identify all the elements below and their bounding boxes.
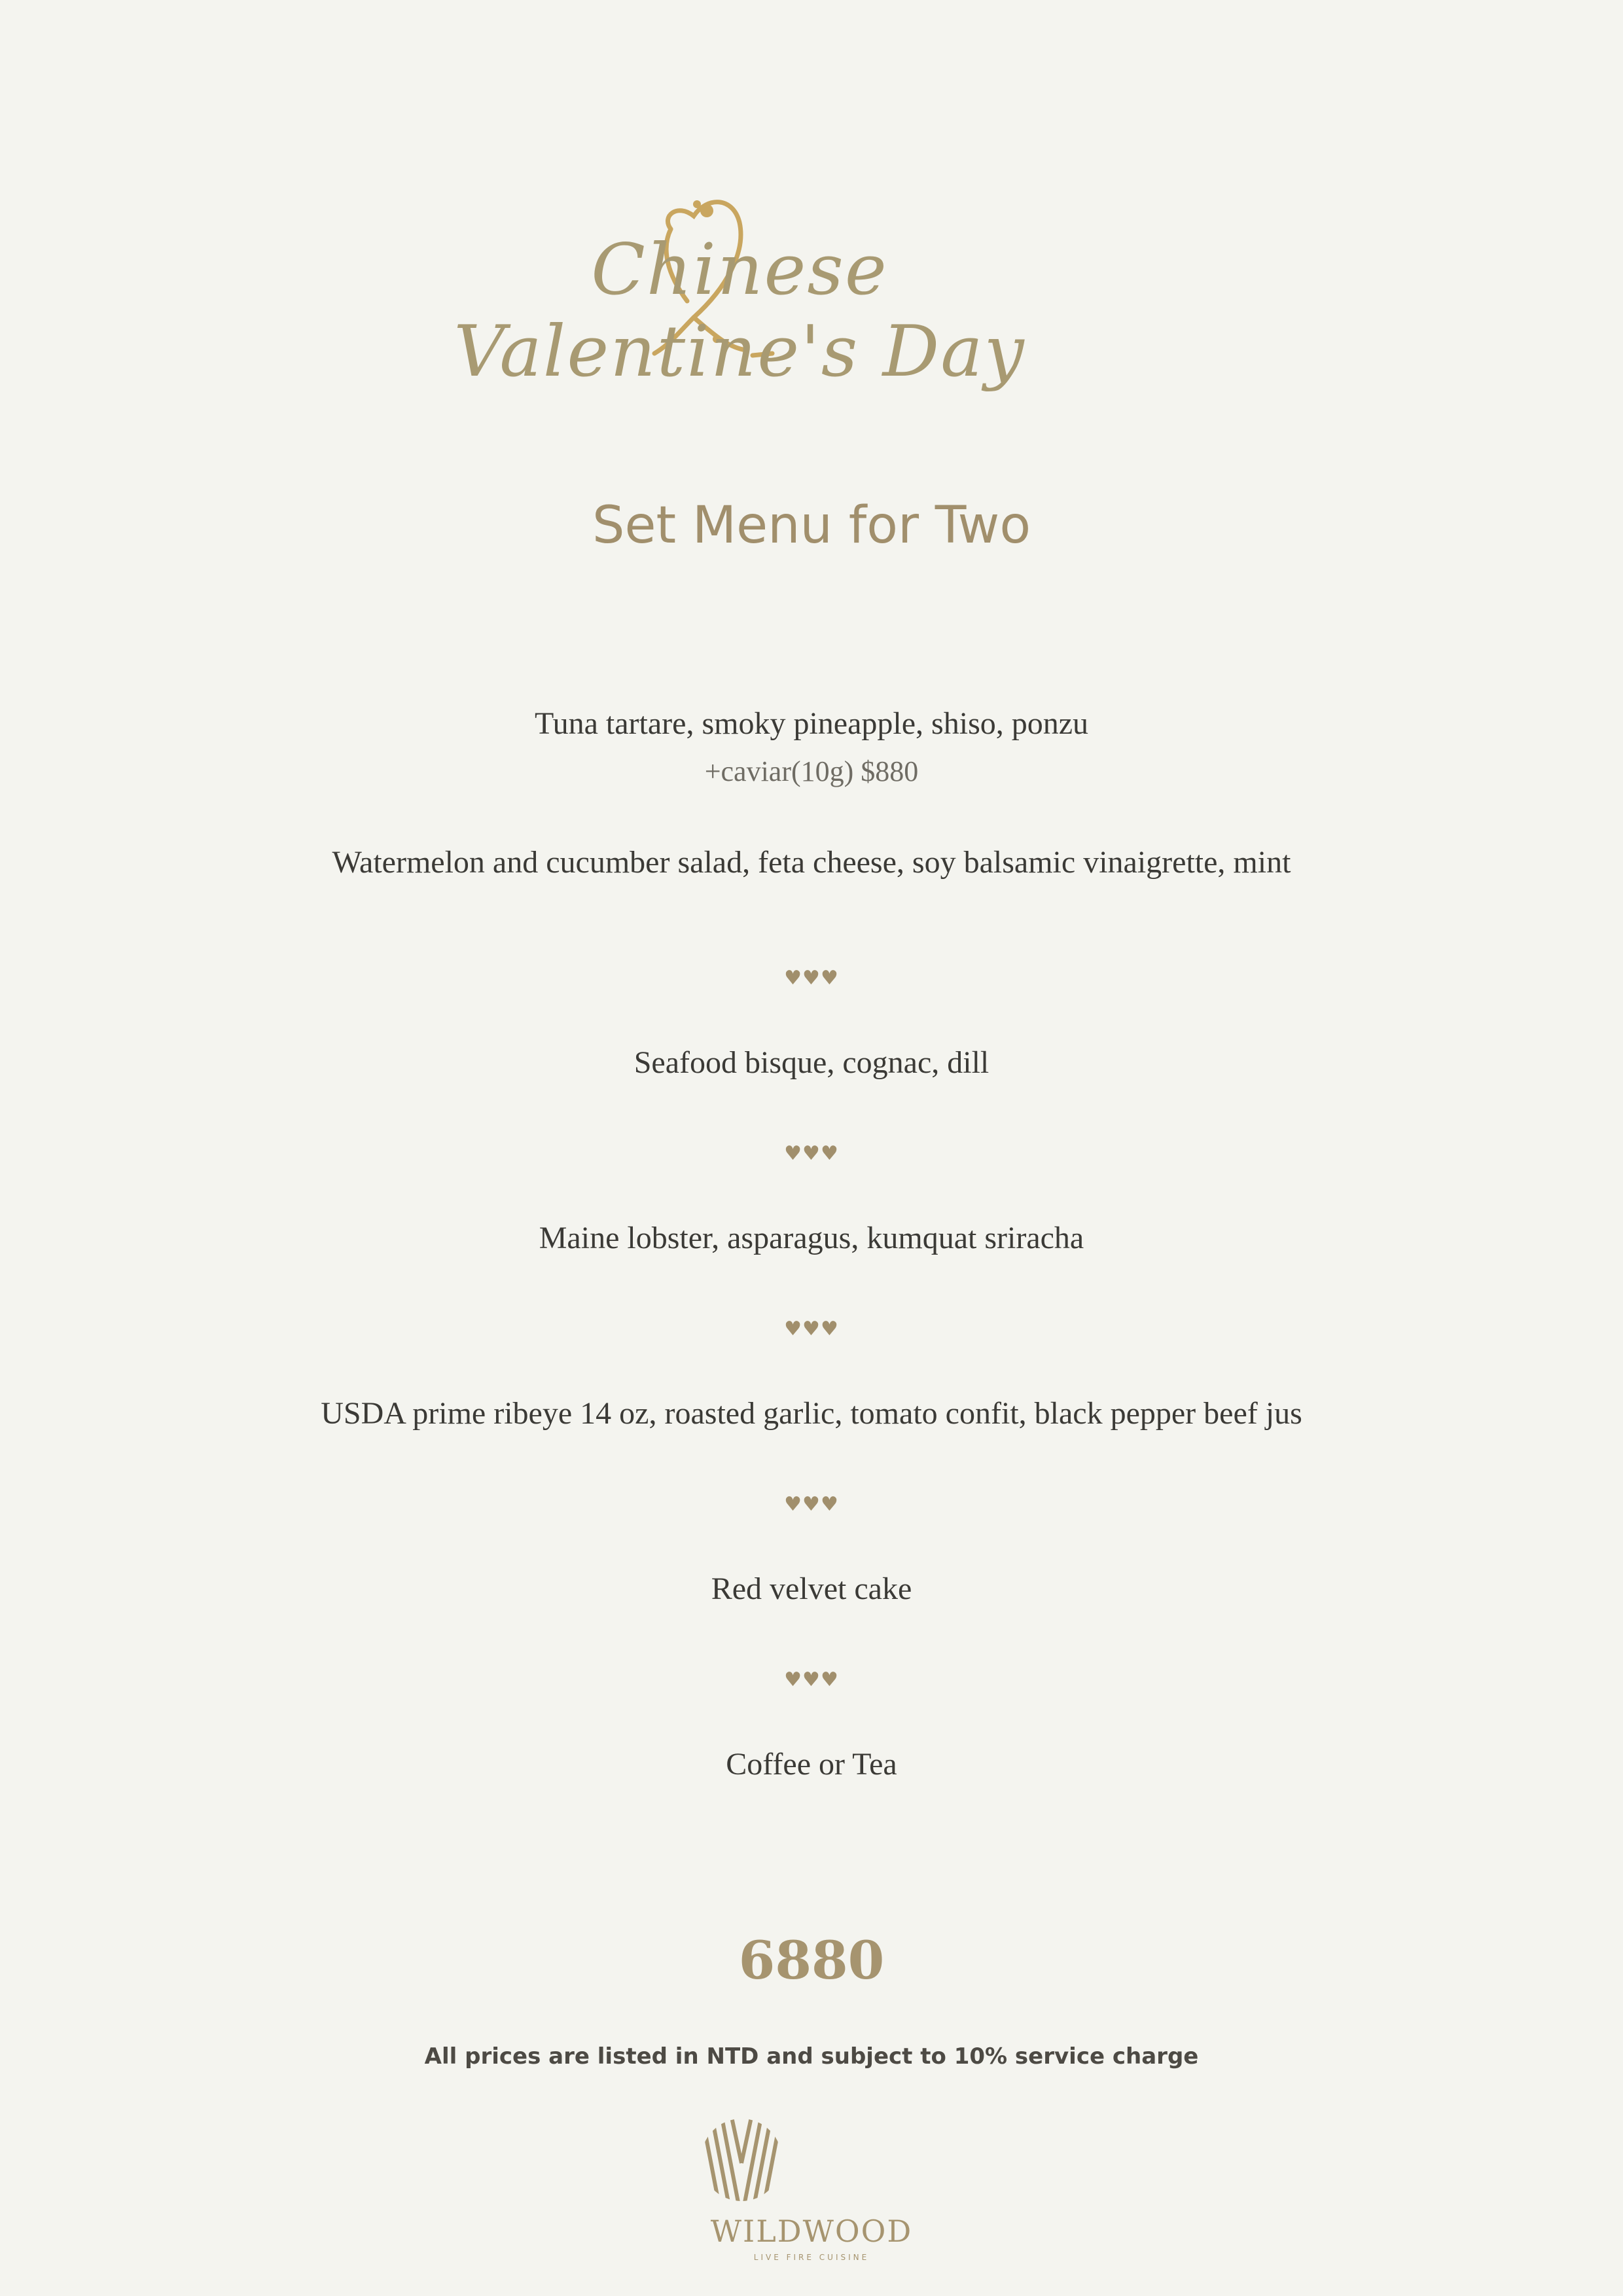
caviar-addon: +caviar(10g) $880 xyxy=(704,755,919,787)
heart-separator: ♥♥♥ xyxy=(784,1493,839,1516)
course-maine-lobster: Maine lobster, asparagus, kumquat sriracha xyxy=(539,1221,1084,1255)
brand-tagline: LIVE FIRE CUISINE xyxy=(753,2253,870,2262)
course-watermelon-salad: Watermelon and cucumber salad, feta cheese, soy balsamic vinaigrette, mint xyxy=(332,845,1291,880)
title-block xyxy=(419,190,1060,393)
heart-separator: ♥♥♥ xyxy=(784,1318,839,1340)
heart-separator: ♥♥♥ xyxy=(784,967,839,990)
set-price: 6880 xyxy=(738,1929,885,1991)
course-coffee-or-tea: Coffee or Tea xyxy=(726,1747,897,1782)
heart-separator: ♥♥♥ xyxy=(784,1142,839,1165)
brand-name: WILDWOOD xyxy=(710,2214,913,2249)
wildwood-flame-logo-icon xyxy=(699,2117,784,2202)
price-note: All prices are listed in NTD and subject to 10% service charge xyxy=(424,2043,1199,2070)
page-title: Chinese Valentine's Day xyxy=(454,229,1026,393)
course-seafood-bisque: Seafood bisque, cognac, dill xyxy=(633,1045,990,1080)
menu-subtitle: Set Menu for Two xyxy=(592,496,1031,555)
heart-separator: ♥♥♥ xyxy=(784,1668,839,1691)
course-ribeye: USDA prime ribeye 14 oz, roasted garlic, tomato confit, black pepper beef jus xyxy=(321,1396,1302,1431)
course-red-velvet-cake: Red velvet cake xyxy=(711,1571,912,1606)
course-tuna-tartare: Tuna tartare, smoky pineapple, shiso, ponzu xyxy=(534,706,1089,741)
